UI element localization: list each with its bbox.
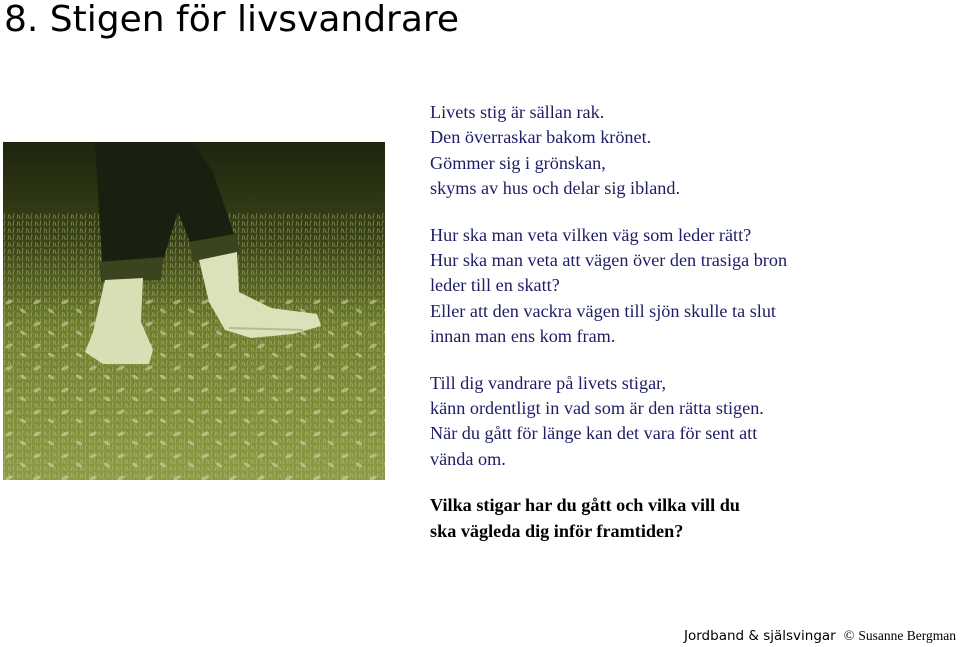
- copyright-symbol: ©: [843, 629, 855, 644]
- poem-line: Livets stig är sällan rak.: [430, 102, 605, 122]
- poem-line: Gömmer sig i grönskan,: [430, 152, 606, 173]
- poem-line: skyms av hus och delar sig ibland.: [430, 178, 681, 199]
- poem-line: känn ordentligt in vad som är den rätta stigen.: [430, 398, 764, 419]
- poem-line: Hur ska man veta vilken väg som leder rätt?: [430, 224, 752, 245]
- slide-title: 8. Stigen för livsvandrare: [4, 0, 460, 40]
- footer-author: Susanne Bergman: [858, 628, 956, 643]
- poem-line: innan man ens kom fram.: [430, 326, 616, 347]
- footer: [684, 627, 956, 646]
- poem-line: Den överraskar bakom krönet.: [430, 127, 652, 148]
- question-line: ska vägleda dig inför framtiden?: [430, 520, 684, 541]
- poem: [430, 100, 930, 565]
- question-line: Vilka stigar har du gått och vilka vill du: [430, 495, 740, 516]
- bare-feet-on-grass-photo: [3, 142, 385, 480]
- poem-line: Till dig vandrare på livets stigar,: [430, 372, 667, 393]
- poem-line: Hur ska man veta att vägen över den trasiga bron: [430, 250, 788, 271]
- poem-line: Eller att den vackra vägen till sjön skulle ta slut: [430, 300, 776, 321]
- poem-line: När du gått för länge kan det vara för sent att: [430, 423, 758, 444]
- stanza-1: [430, 100, 930, 202]
- poem-line: vända om.: [430, 448, 506, 469]
- poem-line: leder till en skatt?: [430, 275, 560, 296]
- reflection-question: [430, 493, 930, 544]
- stanza-3: [430, 371, 930, 473]
- stanza-2: [430, 223, 930, 350]
- footer-brand: Jordband & själsvingar: [684, 628, 836, 644]
